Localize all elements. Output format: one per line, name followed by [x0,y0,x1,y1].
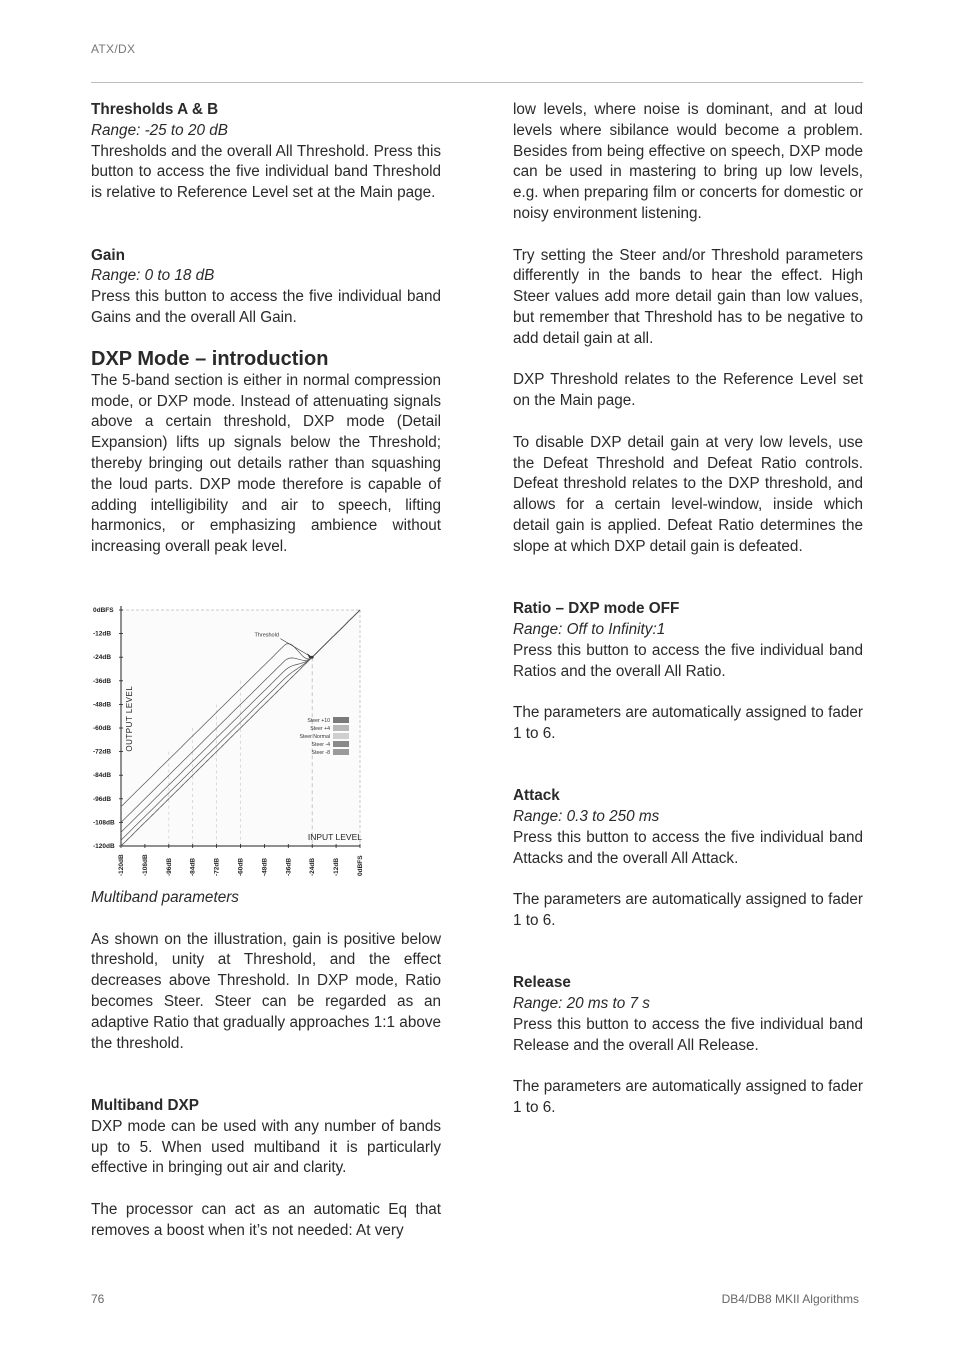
release-heading: Release [513,974,571,992]
continued-paragraph: low levels, where noise is dominant, and at loud levels where sibilance would become a problem. Besides from being effective on speech, DXP mode can be used in mastering to bring up low levels, e.g. when preparing film or concerts for domestic or noisy environment listening. [513,101,863,222]
y-tick-label: -12dB [93,630,112,638]
legend-swatch [333,717,349,723]
release-range: Range: 20 ms to 7 s [513,995,650,1013]
threshold-annotation: Threshold [254,632,279,639]
illustration-paragraph: As shown on the illustration, gain is positive below threshold, unity at Threshold, and the effect decreases above Threshold. In DXP mode, Ratio becomes Steer. Steer can be regarded as an adaptive Ratio that gradually approaches 1:1 above the threshold. [91,930,441,1052]
x-tick-label: -24dB [309,857,317,876]
left-column [91,100,441,1241]
x-tick-label: -96dB [165,857,173,876]
eq-paragraph: The processor can act as an automatic Eq that removes a boost when it’s not needed: At very [91,1200,441,1239]
y-tick-label: -72dB [93,748,112,756]
y-tick-label: -36dB [93,677,112,685]
steer-paragraph: Try setting the Steer and/or Threshold parameters differently in the bands to hear the effect. High Steer values add more detail gain than low values, but remember that Threshold has to be negative to add detail gain at all. [513,246,863,347]
release-body: Press this button to access the five individual band Release and the overall All Release. [513,1016,863,1054]
gain-heading: Gain [91,246,125,264]
ratio-heading: Ratio – DXP mode OFF [513,600,680,618]
x-axis-title: INPUT LEVEL [307,831,362,842]
dxp-threshold-paragraph: DXP Threshold relates to the Reference Level set on the Main page. [513,371,863,410]
attack-note: The parameters are automatically assigned to fader 1 to 6. [513,891,863,930]
threshold-point [311,656,314,659]
x-tick-label: -120dB [118,854,125,876]
x-tick-label: -48dB [261,857,269,876]
y-tick-label: -84dB [93,772,112,780]
x-tick-label: 0dBFS [357,855,364,876]
footer-title: DB4/DB8 MKII Algorithms [721,1292,859,1306]
multiband-dxp-heading: Multiband DXP [91,1096,199,1114]
legend-label: Steer -8 [311,749,330,756]
header-divider [91,82,863,83]
release-note: The parameters are automatically assigned to fader 1 to 6. [513,1078,863,1117]
attack-body: Press this button to access the five individual band Attacks and the overall All Attack. [513,828,863,867]
attack-range: Range: 0.3 to 250 ms [513,808,660,826]
gain-range: Range: 0 to 18 dB [91,267,215,285]
y-tick-label: -96dB [93,795,112,803]
y-tick-label: 0dBFS [93,606,114,614]
figure-caption: Multiband parameters [91,888,239,906]
y-tick-label: -60dB [93,724,112,732]
running-header: ATX/DX [91,42,136,56]
x-tick-label: -84dB [189,857,197,876]
page-number: 76 [91,1292,105,1306]
dxp-intro-heading: DXP Mode – introduction [91,347,329,370]
dxp-intro-body: The 5-band section is either in normal compression mode, or DXP mode. Instead of attenuating signals above a certain threshold, DXP mode (Detail Expansion) lifts up signals below the Threshold; thereby bringing out details rather than squashing the loud parts. DXP mode therefore is capable of adding intelligibility and air to speech, lifting harmonics, or emphasizing ambience without increasing overall peak level. [91,371,441,556]
y-tick-label: -48dB [93,701,112,709]
thresholds-range: Range: -25 to 20 dB [91,121,228,139]
ratio-range: Range: Off to Infinity:1 [513,620,666,638]
legend-label: Steer +4 [310,725,330,732]
x-tick-label: -108dB [141,854,149,876]
legend-label: Steer -4 [311,741,330,748]
legend-label: Steer Normal [299,733,330,740]
x-tick-label: -36dB [285,857,293,876]
ratio-note: The parameters are automatically assigned to fader 1 to 6. [513,704,863,742]
multiband-chart [91,588,366,876]
legend-swatch [333,749,349,755]
chart-svg [91,588,366,876]
x-tick-label: -12dB [333,857,341,876]
defeat-paragraph: To disable DXP detail gain at very low levels, use the Defeat Threshold and Defeat Ratio controls. Defeat threshold relates to the DXP threshold, and allows for a certain level-window, inside which detail gain is applied. Defeat Ratio determines the slope at which DXP detail gain is defeated. [513,433,863,555]
attack-heading: Attack [513,787,560,805]
y-axis-title: OUTPUT LEVEL [125,685,134,752]
right-column [513,100,863,1119]
legend-label: Steer +10 [307,717,330,724]
y-tick-label: -108dB [93,819,115,827]
thresholds-body: Thresholds and the overall All Threshold. Press this button to access the five individual band Threshold is relative to Reference Level set at the Main page. [91,142,441,202]
gain-body: Press this button to access the five individual band Gains and the overall All Gain. [91,288,441,326]
x-tick-label: -72dB [213,857,221,876]
x-tick-label: -60dB [237,857,245,876]
ratio-body: Press this button to access the five individual band Ratios and the overall All Ratio. [513,641,863,680]
legend-swatch [333,741,349,747]
thresholds-heading: Thresholds A & B [91,101,219,118]
legend-swatch [333,725,349,731]
legend-swatch [333,733,349,739]
multiband-dxp-body: DXP mode can be used with any number of bands up to 5. When used multiband it is particularly effective in bringing out air and clarity. [91,1117,441,1177]
y-tick-label: -24dB [93,654,112,662]
y-tick-label: -120dB [93,842,115,850]
